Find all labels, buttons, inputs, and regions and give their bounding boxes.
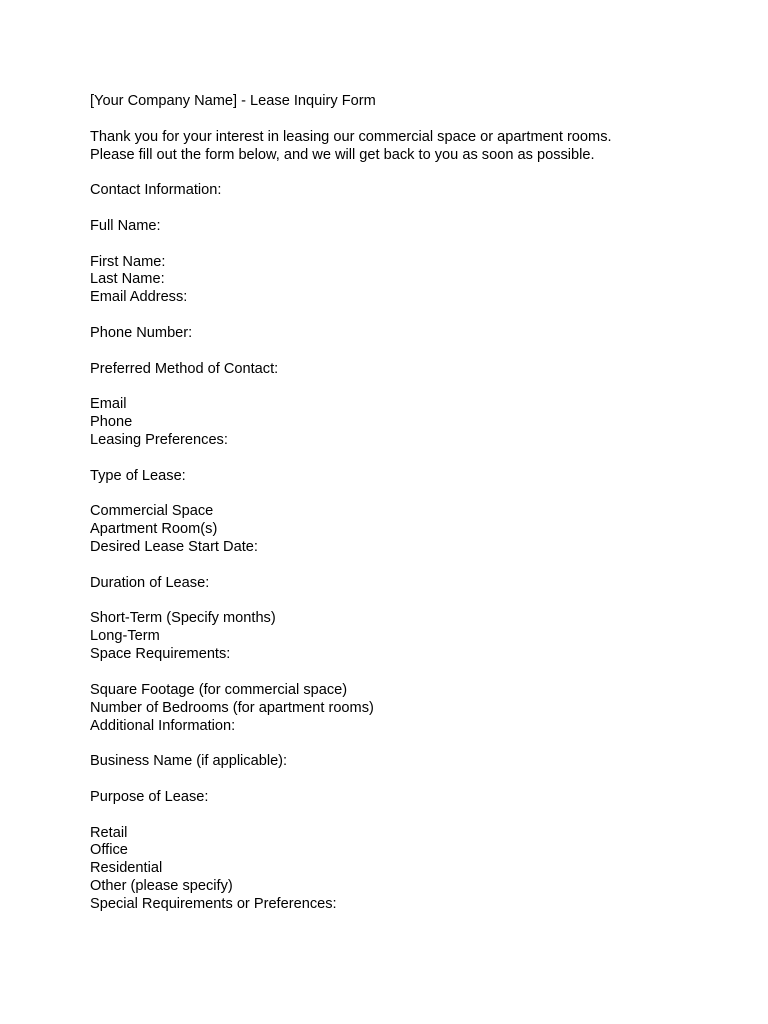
lease-type-apartment: Apartment Room(s)	[90, 521, 218, 538]
contact-option-phone: Phone	[90, 414, 133, 431]
spacer	[90, 200, 710, 218]
form-title: [Your Company Name] - Lease Inquiry Form	[90, 93, 376, 109]
spacer	[90, 379, 710, 397]
spacer	[90, 807, 710, 825]
leasing-heading: Leasing Preferences:	[90, 432, 228, 449]
purpose-label: Purpose of Lease:	[90, 788, 209, 805]
email-address-label: Email Address:	[90, 289, 188, 306]
additional-heading: Additional Information:	[90, 717, 236, 734]
last-name-label: Last Name:	[90, 271, 165, 288]
phone-number-label: Phone Number:	[90, 324, 193, 341]
spacer	[90, 111, 710, 129]
contact-heading: Contact Information:	[90, 182, 222, 199]
spacer	[90, 343, 710, 361]
full-name-label: Full Name:	[90, 217, 161, 234]
spacer	[90, 236, 710, 254]
spacer	[90, 557, 710, 575]
special-requirements-label: Special Requirements or Preferences:	[90, 895, 337, 912]
document-body	[90, 93, 710, 914]
duration-option-long-term: Long-Term	[90, 628, 160, 645]
spacer	[90, 450, 710, 468]
first-name-label: First Name:	[90, 253, 166, 270]
spacer	[90, 593, 710, 611]
purpose-option-residential: Residential	[90, 860, 163, 877]
spacer	[90, 164, 710, 182]
duration-label: Duration of Lease:	[90, 574, 210, 591]
purpose-option-retail: Retail	[90, 824, 128, 841]
space-option-square-footage: Square Footage (for commercial space)	[90, 681, 348, 698]
type-of-lease-label: Type of Lease:	[90, 467, 186, 484]
space-option-bedrooms: Number of Bedrooms (for apartment rooms)	[90, 699, 374, 716]
lease-type-commercial: Commercial Space	[90, 503, 214, 520]
purpose-option-other: Other (please specify)	[90, 878, 233, 895]
contact-option-email: Email	[90, 396, 127, 413]
start-date-label: Desired Lease Start Date:	[90, 539, 258, 556]
spacer	[90, 664, 710, 682]
spacer	[90, 486, 710, 504]
intro-line-2: Please fill out the form below, and we will get back to you as soon as possible.	[90, 146, 595, 163]
space-heading: Space Requirements:	[90, 646, 231, 663]
duration-option-short-term: Short-Term (Specify months)	[90, 610, 276, 627]
purpose-option-office: Office	[90, 842, 128, 859]
spacer	[90, 735, 710, 753]
business-name-label: Business Name (if applicable):	[90, 753, 288, 770]
spacer	[90, 771, 710, 789]
spacer	[90, 307, 710, 325]
preferred-contact-label: Preferred Method of Contact:	[90, 360, 279, 377]
intro-line-1: Thank you for your interest in leasing our commercial space or apartment rooms.	[90, 128, 612, 145]
